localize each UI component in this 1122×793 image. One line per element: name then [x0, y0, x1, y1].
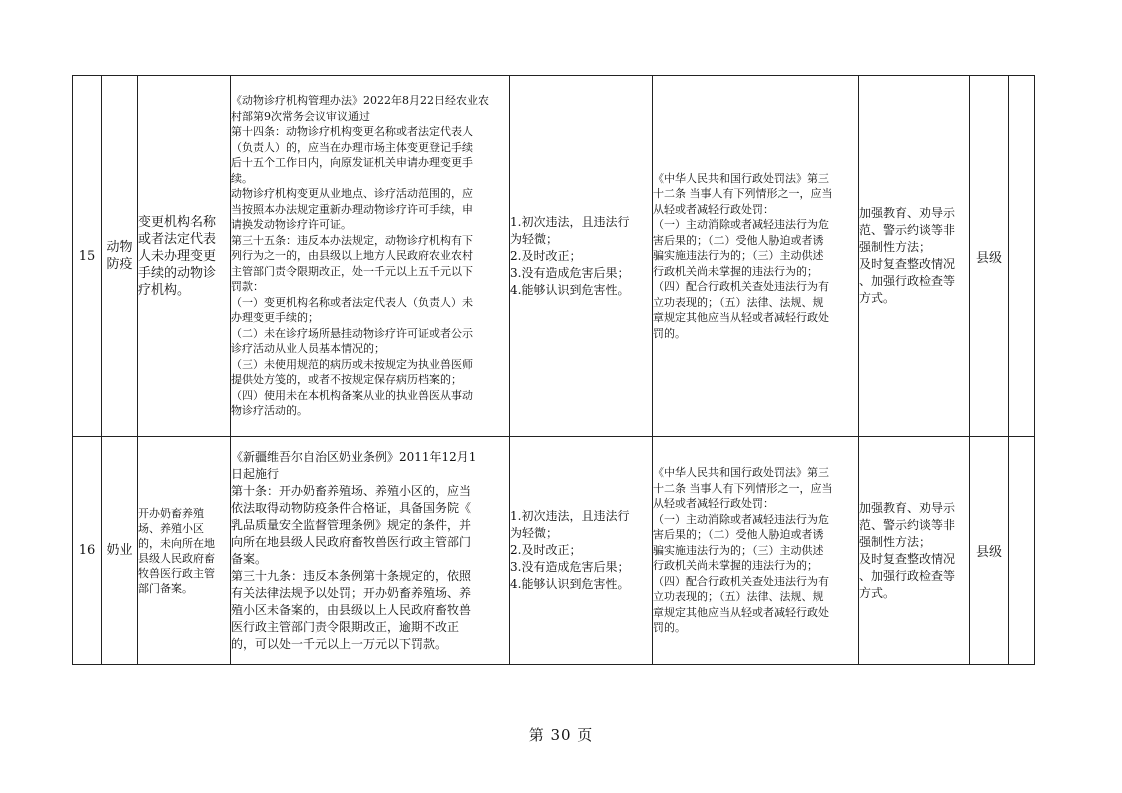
behavior-cell: [138, 437, 231, 665]
condition-line: 4.能够认识到危害性。: [510, 577, 630, 591]
basis-line: 主管部门责令限期改正，处一千元以上五千元以下: [231, 264, 473, 278]
measure-line: 、加强行政检查等: [859, 274, 956, 288]
legal-basis-cell: [231, 437, 510, 665]
table-row: [73, 437, 1035, 665]
behavior-line: 手续的动物诊: [138, 265, 217, 281]
basis-line: 《动物诊疗机构管理办法》2022年8月22日经农业农: [231, 94, 489, 108]
table-row: [73, 76, 1035, 437]
basis-line: 向所在地县级人民政府畜牧兽医行政主管部门: [231, 534, 472, 549]
conditions-cell: [510, 437, 653, 665]
measure-line: 及时复查整改情况: [859, 551, 956, 566]
basis-line: 医行政主管部门责令限期改正，逾期不改正: [231, 619, 460, 634]
condition-line: 3.没有造成危害后果；: [510, 560, 630, 574]
penalty-law-cell: [653, 76, 859, 437]
basis-line: 殖小区未备案的，由县级以上人民政府畜牧兽: [231, 602, 472, 617]
law-line: （四）配合行政机关查处违法行为有: [653, 280, 829, 294]
law-line: 行政机关尚未掌握的违法行为的；: [653, 264, 818, 278]
law-line: 《中华人民共和国行政处罚法》第三: [653, 171, 829, 185]
basis-line: （四）使用未在本机构备案从业的执业兽医从事动: [231, 388, 473, 402]
condition-line: 为轻微；: [510, 231, 559, 246]
law-line: 害后果的；（二）受他人胁迫或者诱: [653, 233, 824, 247]
basis-line: 依法取得动物防疫条件合格证，具备国务院《: [231, 500, 472, 515]
law-line: 从轻或者减轻行政处罚：: [653, 202, 774, 216]
law-line: 害后果的；（二）受他人胁迫或者诱: [653, 528, 824, 542]
law-line: 行政机关尚未掌握的违法行为的；: [653, 559, 818, 573]
measure-line: 强制性方法；: [859, 240, 932, 254]
penalty-law-cell: [653, 437, 859, 665]
basis-line: 办理变更手续的；: [231, 311, 319, 325]
basis-line: 第三十五条：违反本办法规定，动物诊疗机构有下: [231, 233, 473, 247]
basis-line: 有关法律法规予以处罚；开办奶畜养殖场、养: [231, 585, 472, 600]
category-cell: [102, 76, 138, 437]
basis-line: （负责人）的，应当在办理市场主体变更登记手续: [231, 140, 473, 154]
basis-line: 第三十九条：违反本条例第十条规定的，依照: [231, 568, 472, 583]
basis-line: 诊疗活动从业人员基本情况的；: [231, 342, 385, 356]
basis-line: 请换发动物诊疗许可证。: [231, 218, 352, 232]
behavior-line: 变更机构名称: [138, 214, 217, 230]
condition-line: 1.初次违法，且违法行: [510, 509, 630, 523]
law-line: （四）配合行政机关查处违法行为有: [653, 574, 829, 588]
condition-line: 4.能够认识到危害性。: [510, 282, 630, 297]
basis-line: （三）未使用规范的病历或未按规定为执业兽医师: [231, 357, 473, 371]
basis-line: 的，可以处一千元以上一万元以下罚款。: [231, 636, 448, 651]
law-line: 立功表现的；（五）法律、法规、规: [653, 295, 824, 309]
behavior-line: 县级人民政府畜: [138, 551, 215, 565]
measure-line: 范、警示约谈等非: [859, 517, 956, 532]
basis-line: 当按照本办法规定重新办理动物诊疗许可手续，申: [231, 202, 473, 216]
level-cell: [970, 76, 1009, 437]
basis-line: 备案。: [231, 551, 268, 566]
behavior-line: 疗机构。: [138, 282, 191, 298]
basis-line: 提供处方笺的，或者不按规定保存病历档案的；: [231, 373, 462, 387]
law-line: 十二条 当事人有下列情形之一，应当: [653, 481, 833, 495]
condition-line: 2.及时改正；: [510, 248, 582, 263]
basis-line: 物诊疗活动的。: [231, 404, 308, 418]
measure-line: 加强教育、劝导示: [859, 206, 956, 220]
measure-line: 加强教育、劝导示: [859, 500, 956, 515]
row-number-text: 15: [78, 248, 96, 264]
measures-table: [72, 75, 1035, 665]
measure-line: 、加强行政检查等: [859, 568, 956, 583]
measure-line: 范、警示约谈等非: [859, 223, 956, 237]
condition-line: 3.没有造成危害后果；: [510, 265, 630, 280]
behavior-cell: [138, 76, 231, 437]
empty-cell: [1009, 437, 1035, 665]
measure-line: 方式。: [859, 291, 896, 305]
law-line: 从轻或者减轻行政处罚：: [653, 497, 774, 511]
condition-line: 2.及时改正；: [510, 543, 582, 557]
basis-line: 第十四条：动物诊疗机构变更名称或者法定代表人: [231, 125, 473, 139]
measure-line: 及时复查整改情况: [859, 257, 956, 271]
empty-cell: [1009, 76, 1035, 437]
basis-line: 续。: [231, 171, 253, 185]
condition-line: 1.初次违法，且违法行: [510, 214, 630, 229]
basis-line: 乳品质量安全监督管理条例》规定的条件，并: [231, 517, 472, 532]
basis-line: （二）未在诊疗场所悬挂动物诊疗许可证或者公示: [231, 326, 473, 340]
basis-line: 后十五个工作日内，向原发证机关申请办理变更手: [231, 156, 473, 170]
law-line: 章规定其他应当从轻或者减轻行政处: [653, 605, 829, 619]
basis-line: 村部第9次常务会议审议通过: [231, 109, 370, 123]
basis-line: 动物诊疗机构变更从业地点、诊疗活动范围的，应: [231, 187, 473, 201]
level-text: 县级: [975, 250, 1002, 266]
law-line: 章规定其他应当从轻或者减轻行政处: [653, 311, 829, 325]
law-line: 《中华人民共和国行政处罚法》第三: [653, 466, 829, 480]
basis-heading-line: 《新疆维吾尔自治区奶业条例》2011年12月1: [231, 449, 477, 464]
level-text: 县级: [975, 545, 1002, 560]
basis-line: 罚款：: [231, 280, 264, 294]
law-line: 骗实施违法行为的；（三）主动供述: [653, 543, 824, 557]
law-line: 骗实施违法行为的；（三）主动供述: [653, 249, 824, 263]
behavior-line: 或者法定代表: [138, 231, 217, 247]
law-line: 罚的。: [653, 326, 686, 340]
basis-line: 列行为之一的，由县级以上地方人民政府农业农村: [231, 249, 473, 263]
measure-line: 强制性方法；: [859, 534, 932, 549]
category-line: 动物: [106, 240, 133, 255]
law-line: （一）主动消除或者减轻违法行为危: [653, 512, 829, 526]
law-line: 十二条 当事人有下列情形之一，应当: [653, 187, 833, 201]
behavior-line: 场、养殖小区: [138, 521, 204, 535]
condition-line: 为轻微；: [510, 526, 559, 540]
category-cell: [102, 437, 138, 665]
law-line: 罚的。: [653, 621, 686, 635]
law-line: 立功表现的；（五）法律、法规、规: [653, 590, 824, 604]
conditions-cell: [510, 76, 653, 437]
category-line: 奶业: [106, 543, 133, 558]
behavior-line: 牧兽医行政主管: [138, 566, 215, 580]
page-number: 第 30 页: [528, 726, 594, 744]
row-number: [73, 437, 102, 665]
row-number: [73, 76, 102, 437]
basis-heading-line: 日起施行: [231, 466, 280, 481]
law-line: （一）主动消除或者减轻违法行为危: [653, 218, 829, 232]
level-cell: [970, 437, 1009, 665]
category-line: 防疫: [106, 257, 133, 272]
legal-basis-cell: [231, 76, 510, 437]
behavior-line: 开办奶畜养殖: [138, 506, 204, 520]
basis-line: （一）变更机构名称或者法定代表人（负责人）未: [231, 295, 473, 309]
behavior-line: 的，未向所在地: [138, 536, 215, 550]
behavior-line: 部门备案。: [138, 581, 193, 595]
basis-line: 第十条：开办奶畜养殖场、养殖小区的，应当: [231, 483, 472, 498]
row-number-text: 16: [78, 543, 96, 558]
measures-cell: [859, 76, 970, 437]
behavior-line: 人未办理变更: [138, 248, 217, 264]
measures-cell: [859, 437, 970, 665]
measure-line: 方式。: [859, 585, 896, 600]
